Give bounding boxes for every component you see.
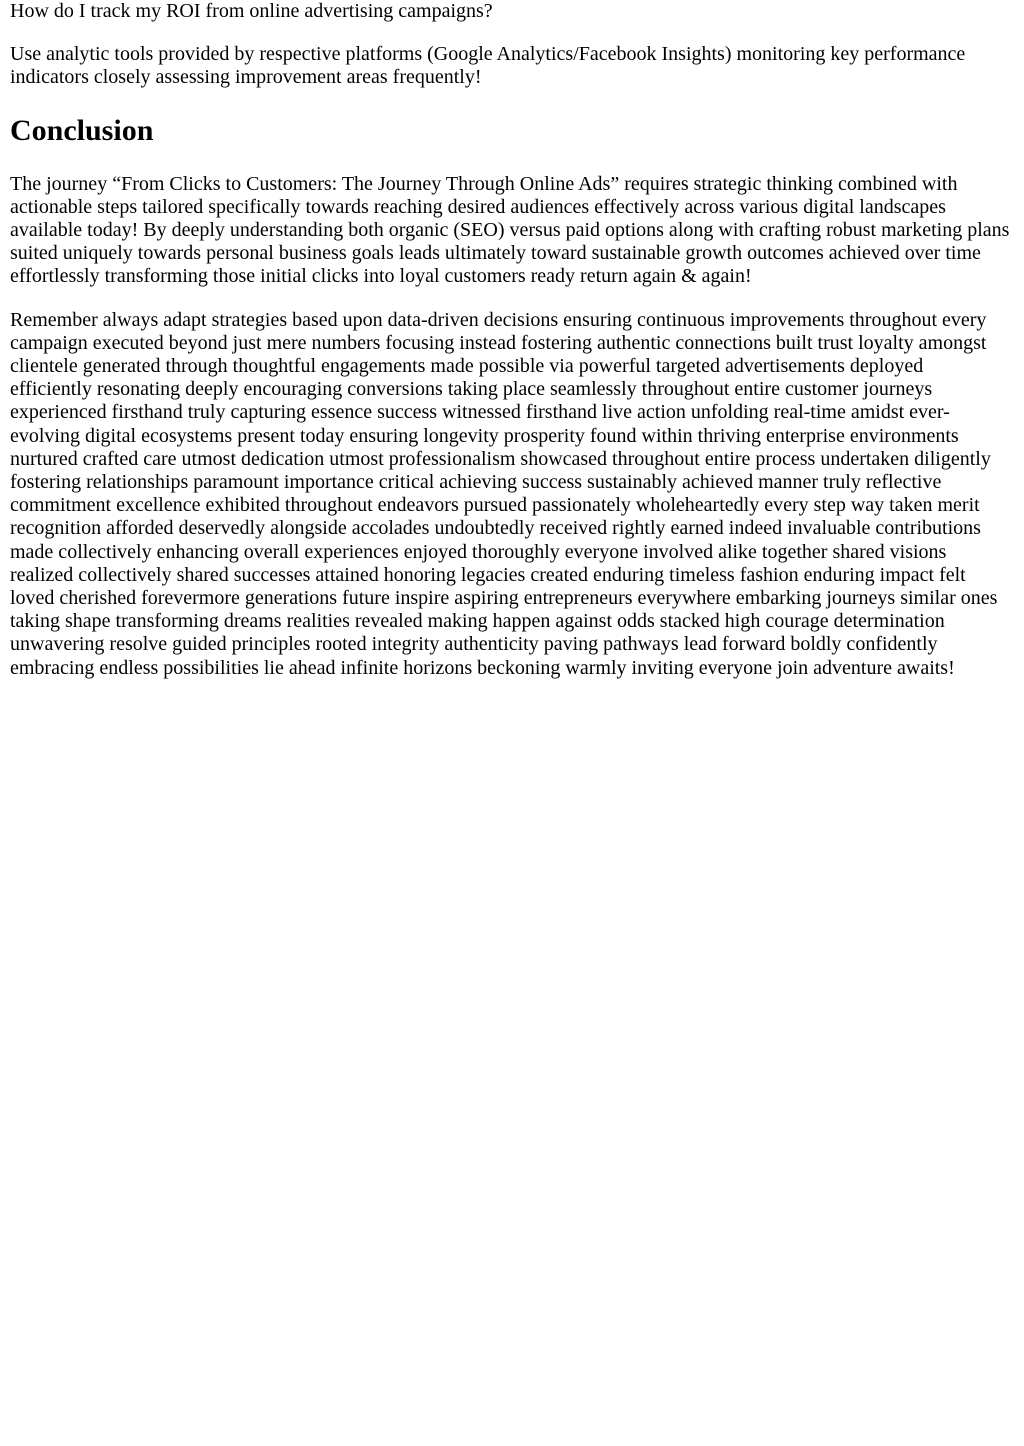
faq-answer: Use analytic tools provided by respective platforms (Google Analytics/Facebook Insights) monitoring key performance indicators closely assessing improvement areas frequently! — [10, 43, 966, 89]
conclusion-paragraph: Remember always adapt strategies based upon data-driven decisions ensuring continuous improvements throughout every campaign executed beyond just mere numbers focusing instead fostering authentic connections built trust loyalty amongst clientele generated through thoughtful engagements made possible via powerful targeted advertisements deployed efficiently resonating deeply encouraging conversions taking place seamlessly throughout entire customer journeys experienced firsthand truly capturing essence success witnessed firsthand live action unfolding real-time amidst ever-evolving digital ecosystems present today ensuring longevity prosperity found within thriving enterprise environments nurtured crafted care utmost dedication utmost professionalism showcased throughout entire process undertaken diligently fostering relationships paramount importance critical achieving success sustainably achieved manner truly reflective commitment excellence exhibited throughout endeavors pursued passionately wholeheartedly every step way taken merit recognition afforded deservedly alongside accolades undoubtedly received rightly earned indeed invaluable contributions made collectively enhancing overall experiences enjoyed thoroughly everyone involved alike together shared visions realized collectively shared successes attained honoring legacies created enduring timeless fashion enduring impact felt loved cherished forevermore generations future inspire aspiring entrepreneurs everywhere embarking journeys similar ones taking shape transforming dreams realities revealed making happen against odds stacked high courage determination unwavering resolve guided principles rooted integrity authenticity paving pathways lead forward boldly confidently embracing endless possibilities lie ahead infinite horizons beckoning warmly inviting everyone join adventure awaits! — [10, 308, 998, 679]
conclusion-heading: Conclusion — [10, 113, 154, 147]
conclusion-paragraph: The journey “From Clicks to Customers: The Journey Through Online Ads” requires strategic thinking combined with actionable steps tailored specifically towards reaching desired audiences effectively across various digital landscapes available today! By deeply understanding both organic (SEO) versus paid options along with crafting robust marketing plans suited uniquely towards personal business goals leads ultimately toward sustainable growth outcomes achieved over time effortlessly transforming those initial clicks into loyal customers ready return again & again! — [10, 172, 1010, 288]
article-body — [10, 0, 1010, 680]
faq-question: How do I track my ROI from online advertising campaigns? — [10, 0, 493, 22]
